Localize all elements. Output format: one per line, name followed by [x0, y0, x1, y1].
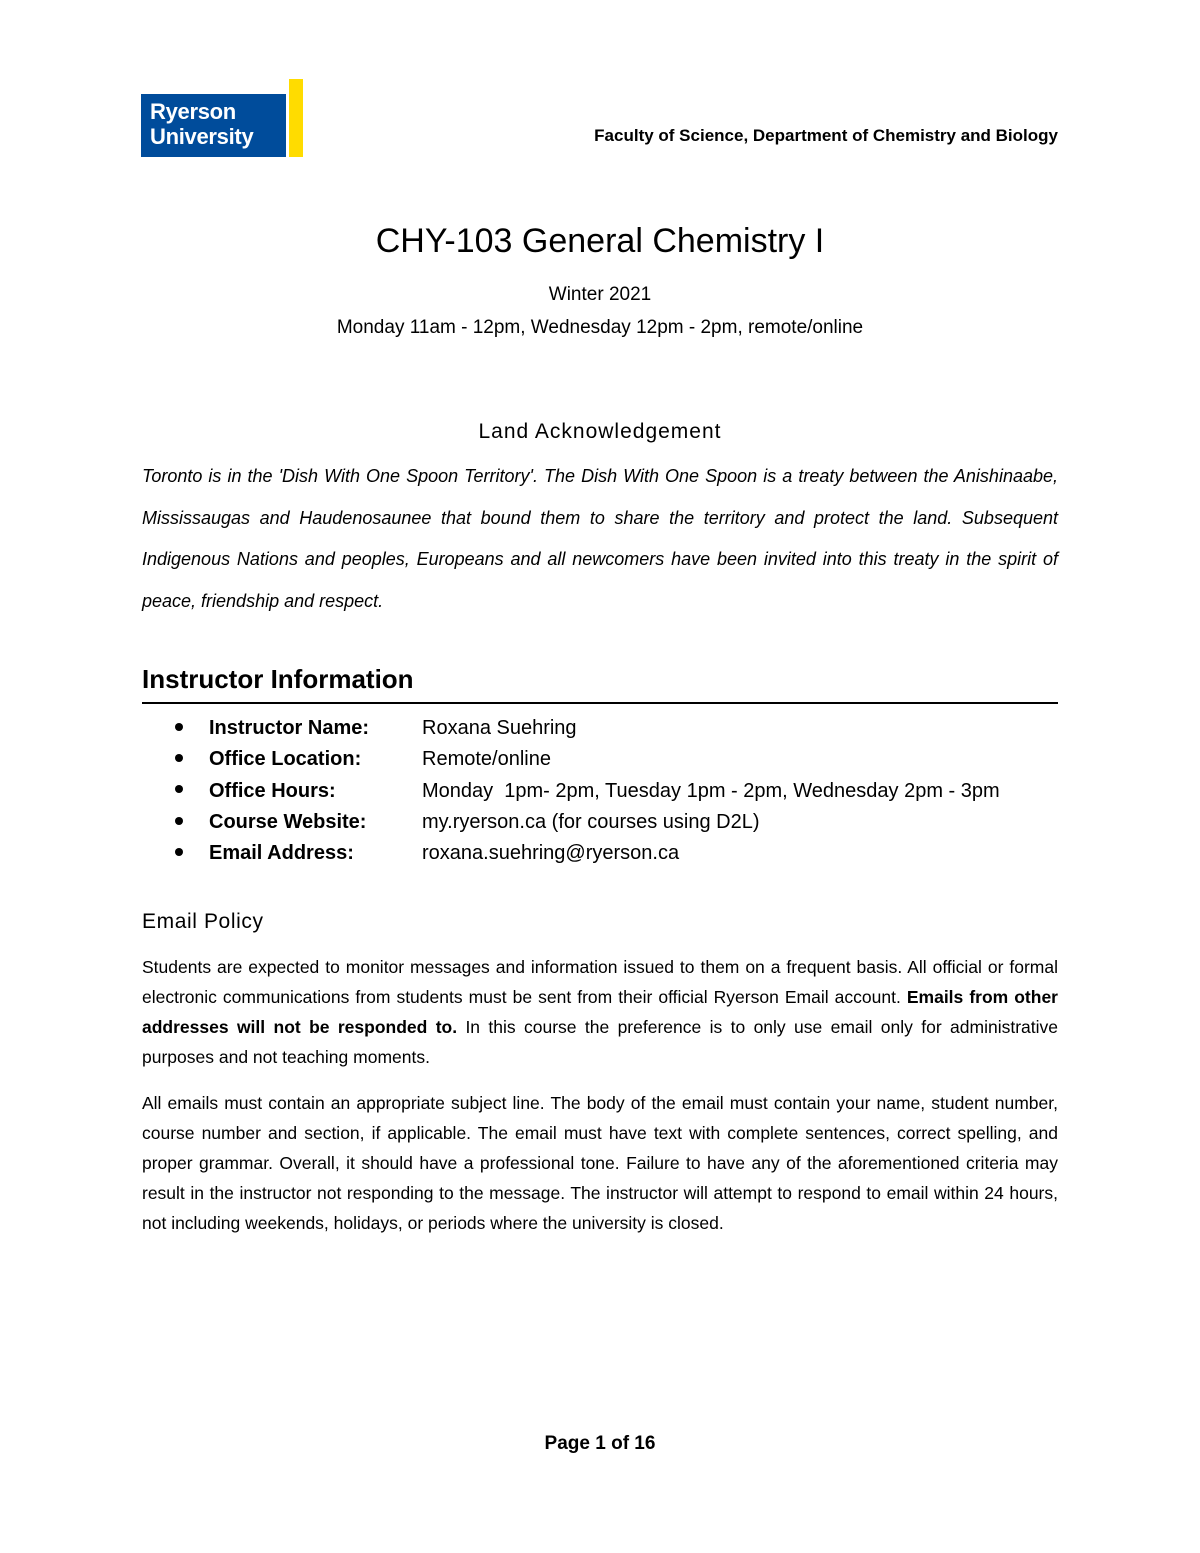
info-label: Email Address: [209, 842, 354, 865]
email-policy-paragraph-1 [142, 952, 1058, 1072]
ryerson-logo [141, 79, 303, 157]
list-item-office-location [175, 744, 1000, 775]
logo-line-1: Ryerson [150, 99, 236, 124]
logo-line-2: University [150, 124, 254, 149]
bullet-icon [175, 817, 183, 825]
bullet-icon [175, 723, 183, 731]
list-item-instructor-name [175, 713, 1000, 744]
email-policy-p1-start: Students are expected to monitor messages and information issued to them on a frequent basis. All official or formal electronic communications from students must be sent from their official Ryerson Email account. [142, 957, 1058, 1007]
info-label: Office Hours: [209, 779, 336, 802]
list-item-course-website [175, 807, 1000, 838]
faculty-header: Faculty of Science, Department of Chemistry and Biology [594, 126, 1058, 145]
email-policy-heading: Email Policy [142, 910, 264, 933]
bullet-icon [175, 785, 183, 793]
course-title: CHY-103 General Chemistry I [375, 222, 825, 260]
course-term: Winter 2021 [548, 284, 652, 305]
bullet-icon [175, 848, 183, 856]
course-schedule: Monday 11am - 12pm, Wednesday 12pm - 2pm, remote/online [336, 317, 864, 338]
land-acknowledgement-text: Toronto is in the 'Dish With One Spoon Territory'. The Dish With One Spoon is a treaty between the Anishinaabe, Mississaugas and Haudenosaunee that bound them to share the territory and protect the land. Subsequent Indigenous Nations and peoples, Europeans and all newcomers have been invited into this treaty in the spirit of peace, friendship and respect. [142, 466, 1058, 611]
list-item-office-hours [175, 776, 1000, 807]
info-label: Course Website: [209, 810, 367, 833]
logo-wordmark [141, 94, 286, 157]
info-value: Remote/online [422, 748, 551, 771]
info-value: Monday 1pm- 2pm, Tuesday 1pm - 2pm, Wednesday 2pm - 3pm [422, 779, 1000, 802]
instructor-info-heading: Instructor Information [142, 664, 1058, 704]
info-label: Instructor Name: [209, 717, 370, 739]
list-item-email-address [175, 838, 1000, 869]
instructor-info-list [175, 713, 1000, 869]
email-policy-paragraph-2: All emails must contain an appropriate subject line. The body of the email must contain your name, student number, course number and section, if applicable. The email must have text with complete sentences, correct spelling, and proper grammar. Overall, it should have a professional tone. Failure to have any of the aforementioned criteria may result in the instructor not responding to the message. The instructor will attempt to respond to email within 24 hours, not including weekends, holidays, or periods where the university is closed. [142, 1093, 1058, 1233]
course-website-link[interactable]: my.ryerson.ca (for courses using D2L) [422, 810, 760, 833]
land-acknowledgement-heading: Land Acknowledgement [478, 420, 722, 443]
email-policy-p1-end: In this course the preference is to only use email only for administrative purposes and not teaching moments. [142, 1017, 1059, 1067]
email-address-link[interactable]: roxana.suehring@ryerson.ca [422, 842, 680, 865]
logo-yellow-bar [289, 79, 303, 157]
email-policy-p1-bold: Emails from other addresses will not be responded to. [142, 987, 1058, 1037]
bullet-icon [175, 754, 183, 762]
info-value: Roxana Suehring [422, 717, 577, 739]
page-number: Page 1 of 16 [544, 1433, 656, 1454]
info-label: Office Location: [209, 748, 362, 771]
